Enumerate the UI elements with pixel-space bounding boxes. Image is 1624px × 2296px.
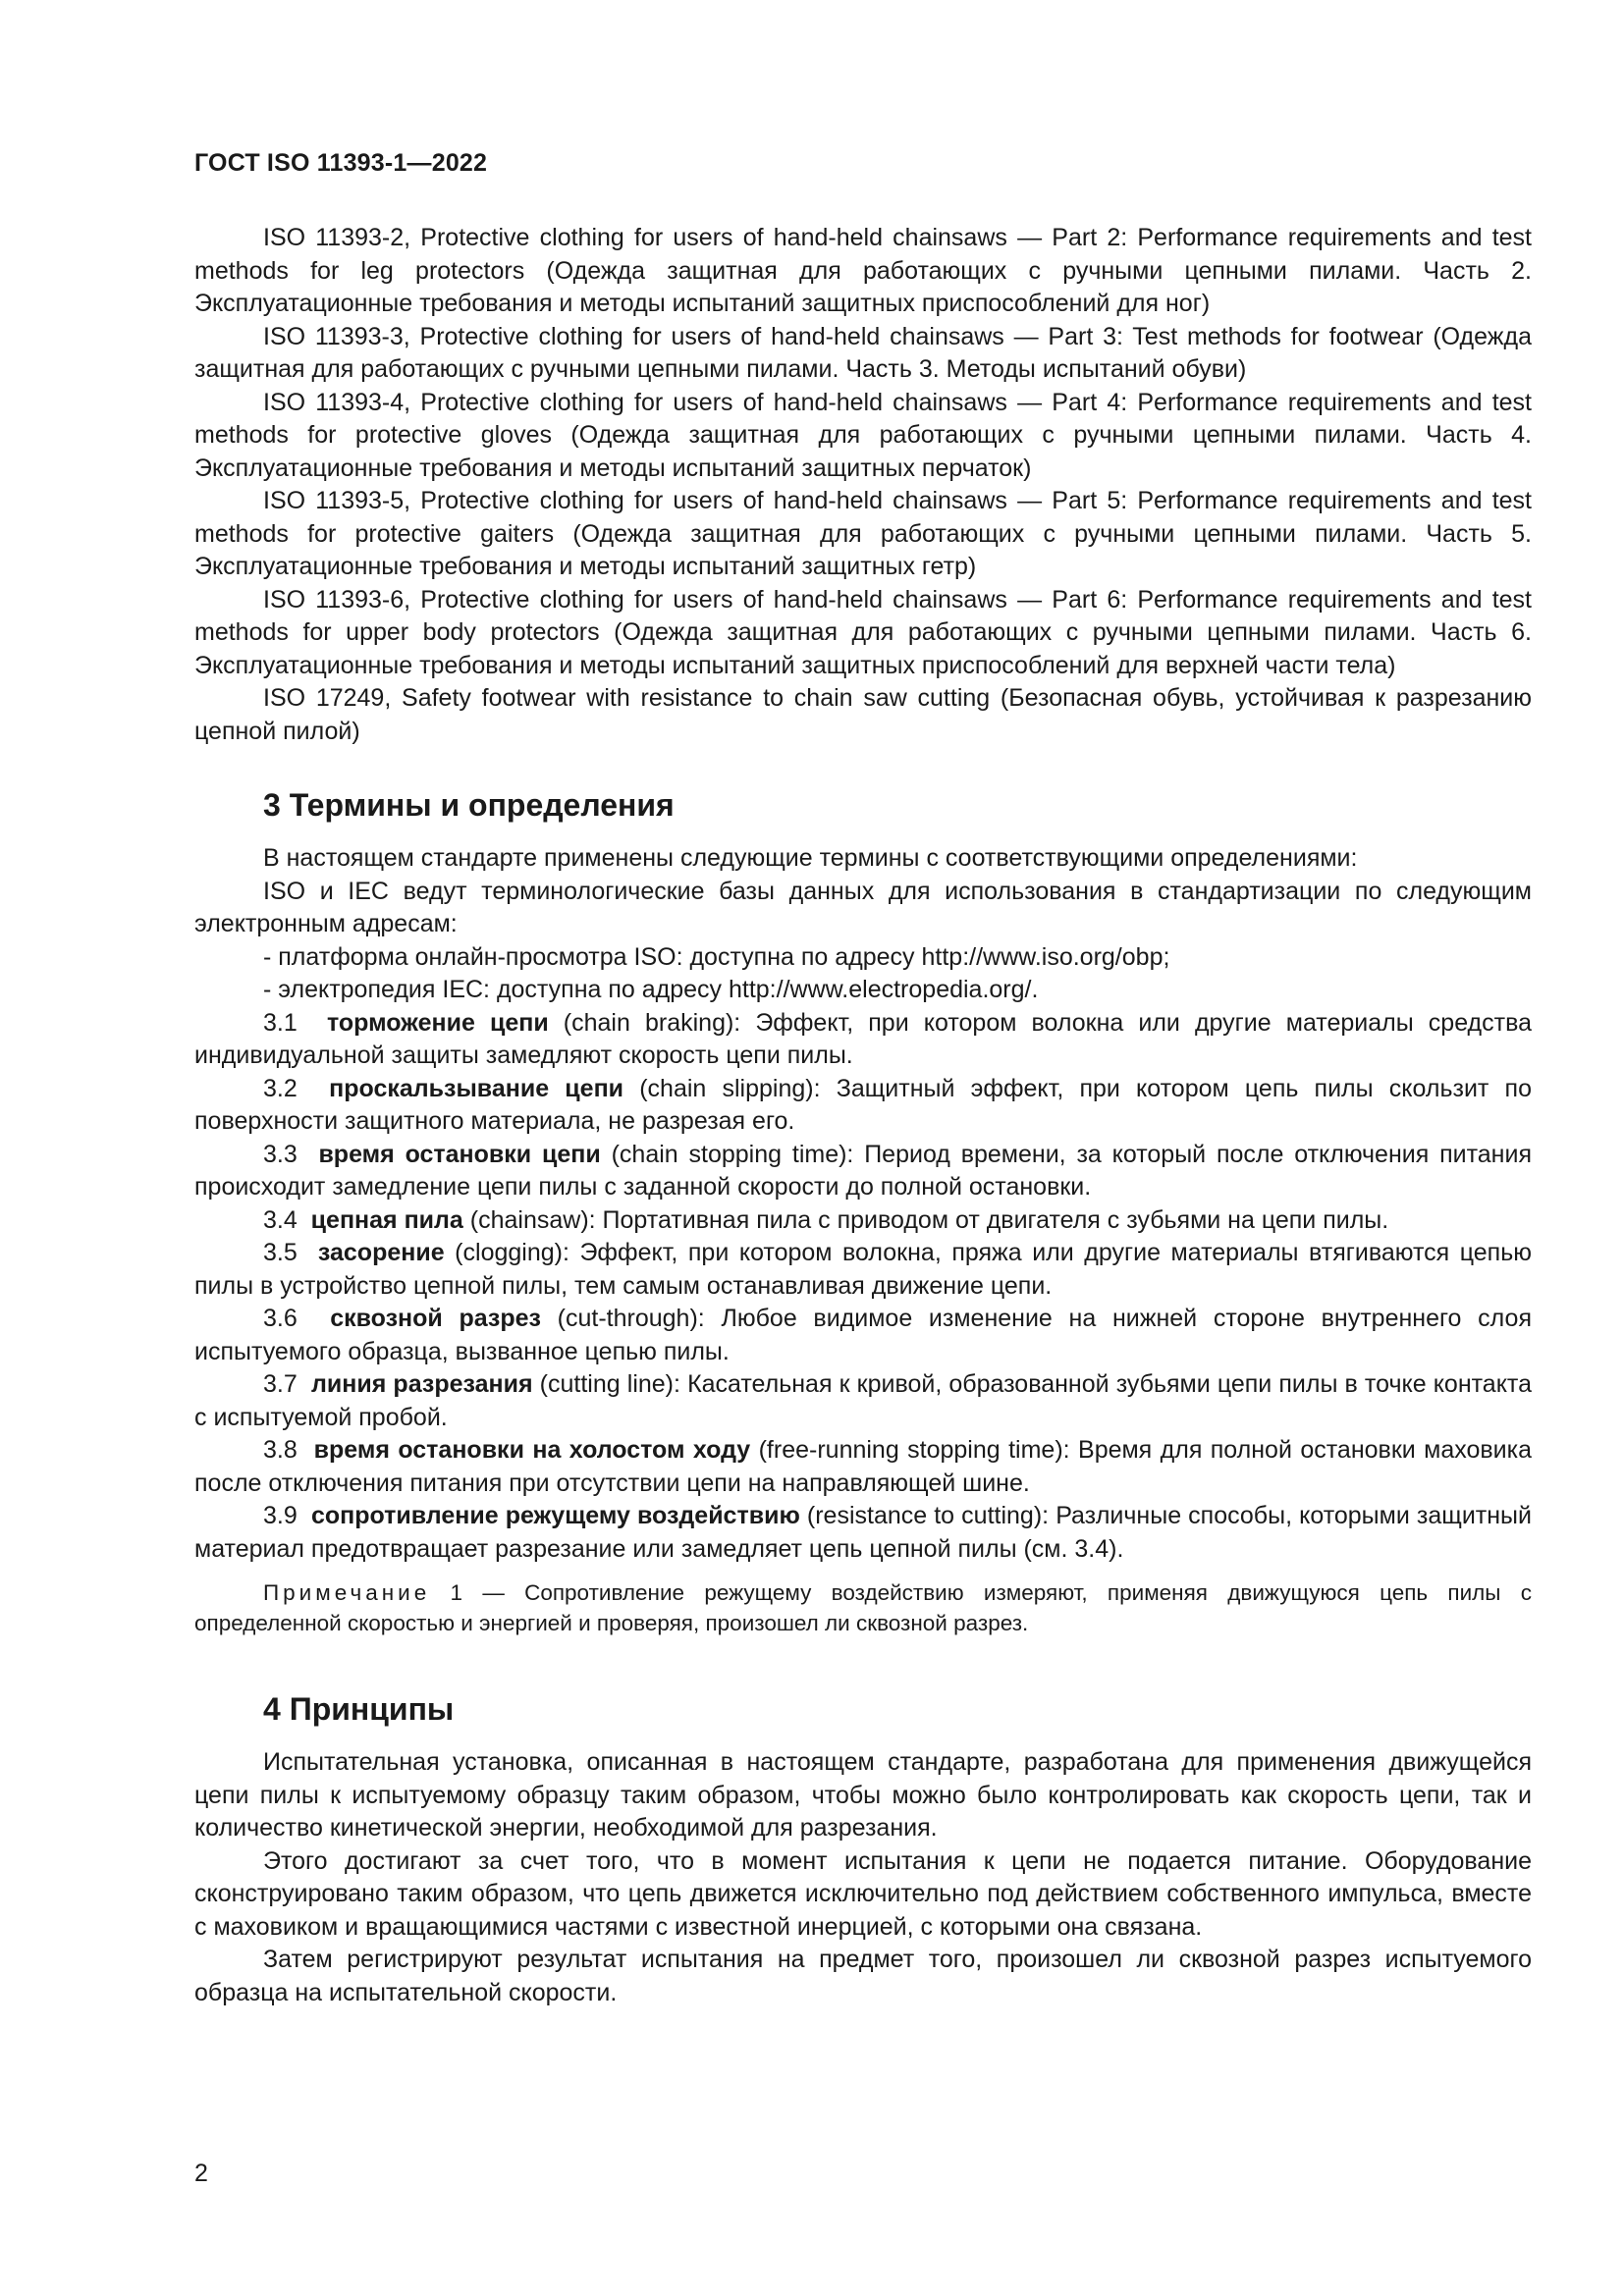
term-item — [194, 1500, 1532, 1566]
references-list — [194, 222, 1532, 748]
term-item — [194, 1368, 1532, 1434]
term-number: 3.6 — [263, 1305, 298, 1332]
section-4-paragraph: Испытательная установка, описанная в настоящем стандарте, разработана для применения движущейся цепи пилы к испытуемому образцу таким образом, чтобы можно было контролировать как скорость цепи, так и количество кинетической энергии, необходимой для разрезания. — [194, 1748, 1532, 1842]
term-name: время остановки на холостом ходу — [313, 1436, 751, 1464]
term-name: линия разрезания — [311, 1370, 533, 1398]
term-name: цепная пила — [310, 1205, 463, 1234]
term-name: время остановки цепи — [318, 1140, 601, 1168]
term-name: торможение цепи — [326, 1008, 549, 1037]
document-body — [194, 222, 1532, 2009]
term-item — [194, 1434, 1532, 1500]
term-number: 3.4 — [263, 1205, 298, 1234]
reference-item: ISO 11393-2, Protective clothing for users of hand-held chainsaws — Part 2: Performance requirements and test methods for leg protectors (Одежда защитная для работающих с ручными цепными пилами. Часть 2. Эксплуатационные требования и методы испытаний защитных приспособлений для ног) — [194, 224, 1532, 317]
term-definition: (resistance to cutting): Различные способы, которыми защитный материал предотвращает разрезание или замедляет цепь цепной пилы (см. 3.4). — [194, 1502, 1532, 1563]
term-number: 3.3 — [263, 1140, 298, 1168]
term-item — [194, 1204, 1532, 1238]
term-item — [194, 1073, 1532, 1139]
note-label: Примечание — [263, 1580, 431, 1605]
term-definition: (clogging): Эффект, при котором волокна, пряжа или другие материалы втягиваются цепью пилы в устройство цепной пилы, тем самым останавливая движение цепи. — [194, 1239, 1532, 1300]
reference-item: ISO 11393-3, Protective clothing for users of hand-held chainsaws — Part 3: Test methods for footwear (Одежда защитная для работающих с ручными цепными пилами. Часть 3. Методы испытаний обуви) — [194, 322, 1532, 383]
reference-item: ISO 11393-4, Protective clothing for users of hand-held chainsaws — Part 4: Performance requirements and test methods for protective gloves (Одежда защитная для работающих с ручными цепными пилами. Часть 4. Эксплуатационные требования и методы испытаний защитных перчаток) — [194, 388, 1532, 482]
section-3-intro: В настоящем стандарте применены следующие термины с соответствующими определениями: — [263, 844, 1358, 872]
reference-item: ISO 11393-6, Protective clothing for users of hand-held chainsaws — Part 6: Performance requirements and test methods for upper body protectors (Одежда защитная для работающих с ручными цепными пилами. Часть 6. Эксплуатационные требования и методы испытаний защитных приспособлений для верхней части тела) — [194, 585, 1532, 679]
term-item — [194, 1237, 1532, 1303]
term-definition: (cut-through): Любое видимое изменение на нижней стороне внутреннего слоя испытуемого образца, вызванное цепью пилы. — [194, 1305, 1532, 1365]
term-definition: (chain stopping time): Период времени, за который после отключения питания происходит замедление цепи пилы с заданной скорости до полной остановки. — [194, 1140, 1532, 1201]
section-4-paragraph: Этого достигают за счет того, что в момент испытания к цепи не подается питание. Оборудование сконструировано таким образом, что цепь движется исключительно под действием собственного импульса, вместе с маховиком и вращающимися частями с известной инерцией, с которыми она связана. — [194, 1846, 1532, 1941]
section-3-heading: 3 Термины и определения — [263, 787, 675, 823]
term-item — [194, 1139, 1532, 1204]
term-item — [194, 1007, 1532, 1073]
term-number: 3.5 — [263, 1239, 298, 1266]
term-definition: (chainsaw): Портативная пила с приводом от двигателя с зубьями на цепи пилы. — [462, 1205, 1389, 1234]
term-definition: (cutting line): Касательная к кривой, образованной зубьями цепи пилы в точке контакта с испытуемой пробой. — [194, 1370, 1533, 1431]
document-header: ГОСТ ISO 11393-1—2022 — [194, 149, 488, 177]
term-number: 3.1 — [263, 1008, 298, 1037]
term-number: 3.9 — [263, 1502, 298, 1529]
iso-iec-databases: ISO и IEC ведут терминологические базы данных для использования в стандартизации по следующим электронным адресам: — [194, 877, 1532, 937]
note-text: 1 — Сопротивление режущему воздействию измеряют, применяя движущуюся цепь пилы с определенной скоростью и энергией и проверяя, произошел ли сквозной разрез. — [194, 1580, 1532, 1635]
term-definition: (chain slipping): Защитный эффект, при котором цепь пилы скользит по поверхности защитного материала, не разрезая его. — [194, 1074, 1532, 1135]
term-number: 3.2 — [263, 1074, 298, 1102]
bullet-electropedia: - электропедия IEC: доступна по адресу http://www.electropedia.org/. — [263, 976, 1039, 1003]
term-definition: (chain braking): Эффект, при котором волокна или другие материалы средства индивидуальной защиты замедляют скорость цепи пилы. — [194, 1008, 1532, 1069]
note-1 — [194, 1577, 1532, 1638]
term-definition: (free-running stopping time): Время для полной остановки маховика после отключения питания при отсутствии цепи на направляющей шине. — [194, 1436, 1532, 1497]
reference-item: ISO 17249, Safety footwear with resistance to chain saw cutting (Безопасная обувь, устойчивая к разрезанию цепной пилой) — [194, 684, 1532, 745]
term-name: проскальзывание цепи — [329, 1074, 624, 1102]
section-4-paragraph: Затем регистрируют результат испытания на предмет того, произошел ли сквозной разрез испытуемого образца на испытательной скорости. — [194, 1946, 1532, 2006]
term-name: сквозной разрез — [330, 1305, 541, 1332]
term-item — [194, 1303, 1532, 1368]
term-name: сопротивление режущему воздействию — [310, 1502, 800, 1529]
term-name: засорение — [317, 1239, 445, 1266]
terms-list — [194, 1007, 1532, 1567]
page-number: 2 — [194, 2160, 208, 2187]
bullet-iso-obp: - платформа онлайн-просмотра ISO: доступна по адресу http://www.iso.org/obp; — [263, 942, 1170, 971]
term-number: 3.7 — [263, 1370, 298, 1398]
section-4-heading: 4 Принципы — [263, 1691, 455, 1727]
term-number: 3.8 — [263, 1436, 298, 1464]
reference-item: ISO 11393-5, Protective clothing for users of hand-held chainsaws — Part 5: Performance requirements and test methods for protective gaiters (Одежда защитная для работающих с ручными цепными пилами. Часть 5. Эксплуатационные требования и методы испытаний защитных гетр) — [194, 487, 1532, 580]
